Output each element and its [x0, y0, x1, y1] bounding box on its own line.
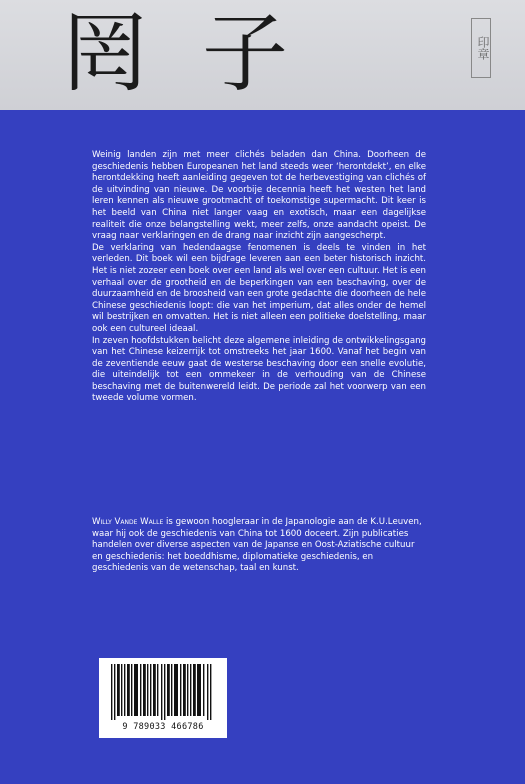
author-bio	[92, 517, 426, 575]
back-cover-blurb	[92, 150, 426, 405]
author-name: Willy Vande Walle	[92, 517, 164, 527]
barcode-bars	[111, 664, 215, 720]
blurb-paragraph: Weinig landen zijn met meer clichés beladen dan China. Doorheen de geschiedenis hebben Europeanen het land steeds weer ‘herontdekt’, en elke herontdekking heeft aanleiding gegeven tot de herbevestiging van clichés of de uitvinding van nieuwe. De voorbije decennia heeft het westen het land leren kennen als nieuwe grootmacht of toekomstige supermacht. Dit keer is het beeld van China niet langer vaag en exotisch, maar een dagelijkse realiteit die onze belangstelling wekt, meer zelfs, onze aandacht opeist. De vraag naar verklaringen en de drang naar inzicht zijn aangescherpt.	[92, 150, 426, 242]
blurb-paragraph: In zeven hoofdstukken belicht deze algemene inleiding de ontwikkelingsgang van het Chinese keizerrijk tot omstreeks het jaar 1600. Vanaf het begin van de zeventiende eeuw gaat de westerse beschaving door een snelle evolutie, die uiteindelijk tot een ommekeer in de verhouding van de Chinese beschaving met de buitenwereld leidt. De periode zal het voorwerp van een tweede volume vormen.	[92, 335, 426, 404]
barcode	[99, 658, 227, 738]
blurb-paragraph: De verklaring van hedendaagse fenomenen is deels te vinden in het verleden. Dit boek wil een bijdrage leveren aan een beter historisch inzicht. Het is niet zozeer een boek over een land als wel over een cultuur. Het is een verhaal over de grootheid en de beperkingen van een beschaving, over de duurzaamheid en de broosheid van een grote gedachte die doorheen de hele Chinese geschiedenis loopt: die van het imperium, dat alles onder de hemel wil bestrijken en omvatten. Het is niet alleen een politieke doelstelling, maar ook een cultureel ideaal.	[92, 242, 426, 334]
author-bio-text: is gewoon hoogleraar in de Japanologie aan de K.U.Leuven, waar hij ook de geschiedenis van China tot 1600 doceert. Zijn publicaties handelen over diverse aspecten van de Japanse en Oost-Aziatische cultuur en geschiedenis: het boeddhisme, diplomatieke geschiedenis, en geschiedenis van de wetenschap, taal en kunst.	[92, 517, 422, 574]
calligraphy-title: 罔子	[62, 4, 342, 104]
header-band	[0, 0, 525, 110]
seal-stamp: 印章	[471, 18, 491, 78]
barcode-digits: 9 789033 466786	[122, 722, 204, 732]
